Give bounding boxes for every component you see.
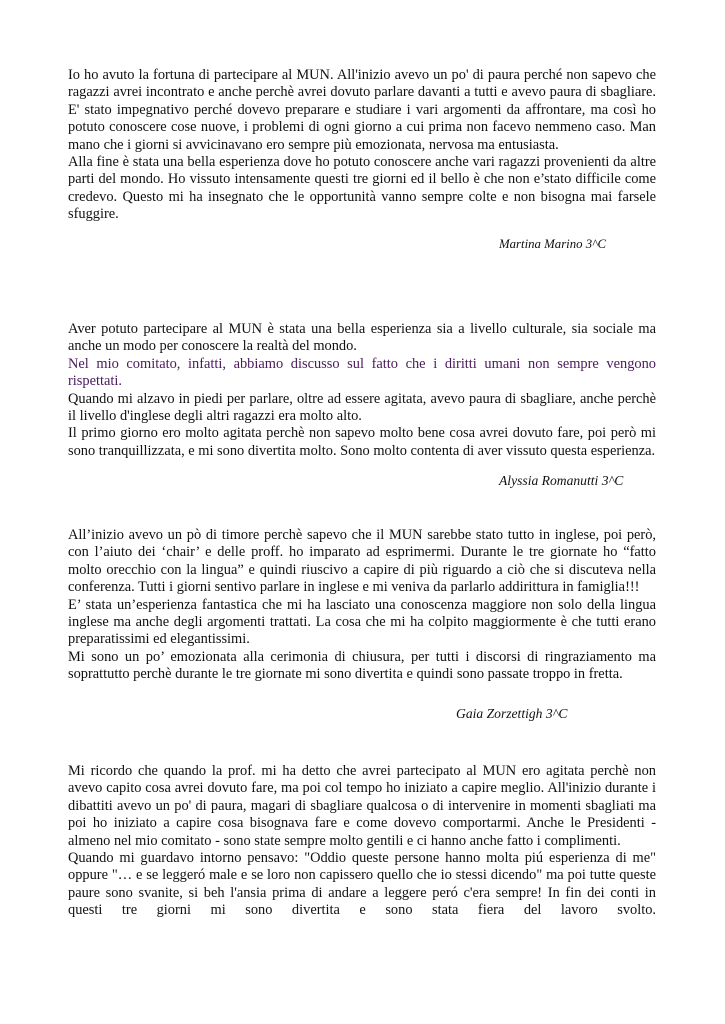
signature-martina-marino: Martina Marino 3^C [499, 237, 607, 251]
essay-alyssia-romanutti [68, 321, 656, 460]
essay-paragraph: Quando mi guardavo intorno pensavo: "Oddio queste persone hanno molta piú esperienza di me" oppure "… e se leggeró male e se loro non capissero quello che io stessi dicendo" ma poi tutte queste paure sono svanite, si beh l'ansia prima di andare a leggere peró c'era sempre! In fin dei conti in questi tre giorni mi sono divertita e sono stata fiera del lavoro svolto. [68, 850, 656, 919]
essay-paragraph: Io ho avuto la fortuna di partecipare al MUN. All'inizio avevo un po' di paura perché non sapevo che ragazzi avrei incontrato e anche perchè avrei dovuto parlare davanti a tutti e avevo paura di sbagliare. E' stato impegnativo perché dovevo preparare e studiare i vari argomenti da affrontare, ma così ho potuto conoscere cose nuove, i problemi di ogni giorno a cui prima non facevo nemmeno caso. Man mano che i giorni si avvicinavano ero sempre più emozionata, nervosa ma entusiasta. [68, 67, 656, 153]
essay-paragraph: Quando mi alzavo in piedi per parlare, oltre ad essere agitata, avevo paura di sbagliare, anche perchè il livello d'inglese degli altri ragazzi era molto alto. [68, 390, 656, 425]
essay-paragraph-highlighted: Nel mio comitato, infatti, abbiamo discusso sul fatto che i diritti umani non sempre vengono rispettati. [68, 355, 656, 390]
signature-alyssia-romanutti: Alyssia Romanutti 3^C [499, 473, 624, 488]
essay-gaia-zorzettigh [68, 527, 656, 684]
essay-paragraph: Alla fine è stata una bella esperienza dove ho potuto conoscere anche vari ragazzi provenienti da altre parti del mondo. Ho vissuto intensamente questi tre giorni ed il bello è che non e’stato difficile come credevo. Questo mi ha insegnato che le opportunità vanno sempre colte e non bisogna mai farsele sfuggire. [68, 154, 656, 223]
essay-paragraph: All’inizio avevo un pò di timore perchè sapevo che il MUN sarebbe stato tutto in inglese, poi però, con l’aiuto dei ‘chair’ e delle proff. ho imparato ad esprimermi. Durante le tre giornate ho “fatto molto orecchio con la lingua” e quindi riuscivo a capire di più riguardo a ciò che si discuteva nella conferenza. Tutti i giorni sentivo parlare in inglese e mi veniva da parlarlo addirittura in famiglia!!! [68, 527, 656, 596]
essay-paragraph: Il primo giorno ero molto agitata perchè non sapevo molto bene cosa avrei dovuto fare, poi però mi sono tranquillizzata, e mi sono divertita molto. Sono molto contenta di aver vissuto questa esperienza. [68, 425, 656, 459]
essay-paragraph: Mi ricordo che quando la prof. mi ha detto che avrei partecipato al MUN ero agitata perchè non avevo capito cosa avrei dovuto fare, ma poi col tempo ho iniziato a capire meglio. All'inizio durante i dibattiti avevo un po' di paura, magari di sbagliare qualcosa o di intervenire in momenti sbagliati ma poi ho iniziato a capire cosa bisognava fare e come dovevo comportarmi. Anche le Presidenti - almeno nel mio comitato - sono state sempre molto gentili e ci hanno anche fatto i complimenti. [68, 763, 656, 849]
essay-paragraph: Aver potuto partecipare al MUN è stata una bella esperienza sia a livello culturale, sia sociale ma anche un modo per conoscere la realtà del mondo. [68, 321, 656, 355]
essay-martina-marino [68, 67, 656, 224]
essay-fourth-student [68, 763, 656, 920]
essay-paragraph: Mi sono un po’ emozionata alla cerimonia di chiusura, per tutti i discorsi di ringraziamento ma soprattutto perchè durante le tre giornate mi sono divertita e quindi sono passate troppo in fretta. [68, 648, 656, 683]
signature-gaia-zorzettigh: Gaia Zorzettigh 3^C [456, 706, 568, 721]
essay-paragraph: E’ stata un’esperienza fantastica che mi ha lasciato una conoscenza maggiore non solo della lingua inglese ma anche degli argomenti trattati. La cosa che mi ha colpito maggiormente è che tutti erano preparatissimi ed elegantissimi. [68, 596, 656, 648]
